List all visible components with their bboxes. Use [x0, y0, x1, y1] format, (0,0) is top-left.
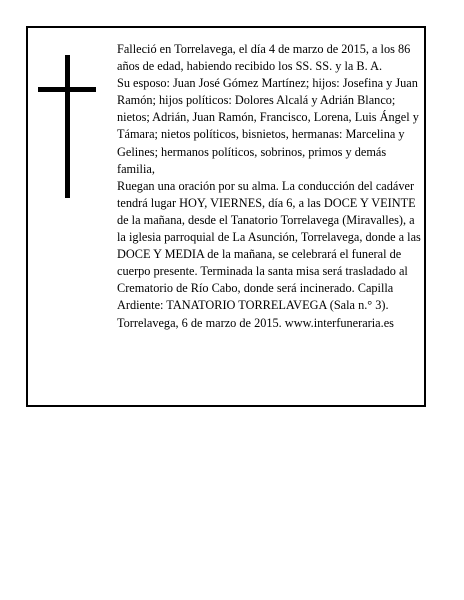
cross-horizontal-bar [38, 87, 96, 92]
place-date-footer: Torrelavega, 6 de marzo de 2015. www.interfuneraria.es [117, 315, 394, 330]
death-announcement: Falleció en Torrelavega, el día 4 de marzo de 2015, a los 86 años de edad, habiendo recibido los SS. SS. y la B. A. [117, 42, 411, 74]
family-list: Su esposo: Juan José Gómez Martínez; hijos: Josefina y Juan Ramón; hijos políticos: Dolores Alcalá y Adrián Blanco; nietos; Adrián, Juan Ramón, Francisco, Lorena, Luis Ángel y Támara; nietos políticos, bisnietos, hermanas: Marcelina y Gelines; hermanos políticos, sobrinos, primos y demás familia, [117, 76, 419, 176]
cross-vertical-bar [65, 55, 70, 198]
cross-icon [38, 55, 96, 198]
obituary-notice [26, 26, 426, 407]
funeral-details: Ruegan una oración por su alma. La conducción del cadáver tendrá lugar HOY, VIERNES, día 6, a las DOCE Y VEINTE de la mañana, desde el Tanatorio Torrelavega (Miravalles), a la iglesia parroquial de La Asunción, Torrelavega, donde a las DOCE Y MEDIA de la mañana, se celebrará el funeral de cuerpo presente. Terminada la santa misa será trasladado al Crematorio de Río Cabo, donde será incinerado. Capilla Ardiente: TANATORIO TORRELAVEGA (Sala n.° 3). [117, 178, 421, 313]
notice-text [117, 41, 423, 332]
